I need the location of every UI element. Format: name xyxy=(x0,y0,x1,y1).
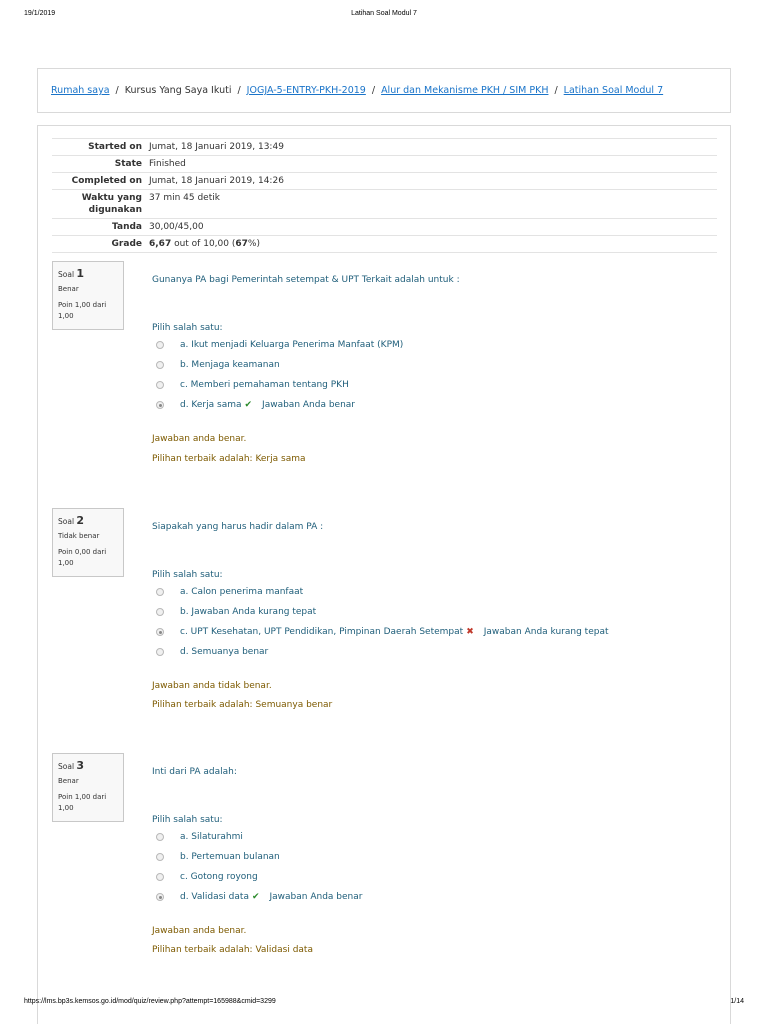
summary-row-started xyxy=(52,139,717,156)
answer-prompt: Pilih salah satu: xyxy=(152,570,223,580)
radio-button[interactable] xyxy=(156,361,164,369)
question-number-value: 2 xyxy=(76,514,85,527)
print-footer xyxy=(24,998,744,1010)
radio-button[interactable] xyxy=(156,853,164,861)
question-grade: Poin 0,00 dari 1,00 xyxy=(58,548,107,567)
answer-prompt: Pilih salah satu: xyxy=(152,815,223,825)
breadcrumb-quiz-link[interactable]: Latihan Soal Modul 7 xyxy=(563,85,664,96)
answer-label: a. Silaturahmi xyxy=(180,832,243,842)
question-text: Inti dari PA adalah: xyxy=(152,767,237,777)
answer-option[interactable] xyxy=(156,378,403,398)
summary-row-state xyxy=(52,156,717,173)
print-title: Latihan Soal Modul 7 xyxy=(351,10,417,17)
breadcrumb-separator: / xyxy=(371,85,376,96)
breadcrumb-separator: / xyxy=(237,85,241,96)
inline-feedback: Jawaban Anda kurang tepat xyxy=(483,627,609,637)
question-number-label: Soal xyxy=(58,762,75,771)
question-state: Benar xyxy=(58,285,79,293)
breadcrumb-courses: Kursus Yang Saya Ikuti xyxy=(124,85,232,96)
breadcrumb-course-link[interactable]: JOGJA-5-ENTRY-PKH-2019 xyxy=(246,85,366,96)
radio-button-checked[interactable] xyxy=(156,893,164,901)
question-number-value: 3 xyxy=(76,759,85,772)
answer-label: b. Jawaban Anda kurang tepat xyxy=(180,607,317,617)
summary-label: Waktu yang digunakan xyxy=(81,193,142,215)
answer-option[interactable] xyxy=(156,870,362,890)
question-info xyxy=(52,261,124,330)
radio-button-checked[interactable] xyxy=(156,628,164,636)
summary-value: Jumat, 18 Januari 2019, 14:26 xyxy=(149,176,284,186)
question-info xyxy=(52,508,124,577)
general-feedback: Jawaban anda benar. xyxy=(152,434,247,444)
general-feedback: Jawaban anda benar. xyxy=(152,926,247,936)
summary-label: Grade xyxy=(111,239,142,249)
summary-value xyxy=(149,236,717,253)
right-answer: Pilihan terbaik adalah: Semuanya benar xyxy=(152,700,333,710)
radio-button[interactable] xyxy=(156,608,164,616)
question-number-label: Soal xyxy=(58,517,75,526)
radio-button[interactable] xyxy=(156,833,164,841)
answer-option[interactable] xyxy=(156,338,403,358)
print-url: https://lms.bp3s.kemsos.go.id/mod/quiz/review.php?attempt=165988&cmid=3299 xyxy=(24,998,276,1005)
print-header xyxy=(24,10,744,24)
summary-value: 37 min 45 detik xyxy=(149,193,220,203)
general-feedback: Jawaban anda tidak benar. xyxy=(152,681,272,691)
answer-label: c. Memberi pemahaman tentang PKH xyxy=(180,380,349,390)
answer-label: d. Kerja sama xyxy=(180,400,242,410)
breadcrumb-home-link[interactable]: Rumah saya xyxy=(51,85,110,96)
summary-label: Started on xyxy=(88,142,142,152)
answer-option-selected[interactable] xyxy=(156,625,609,645)
answer-option[interactable] xyxy=(156,850,362,870)
summary-label: State xyxy=(114,159,142,169)
question-info xyxy=(52,753,124,822)
answer-label: c. Gotong royong xyxy=(180,872,258,882)
question-text: Gunanya PA bagi Pemerintah setempat & UPT Terkait adalah untuk : xyxy=(152,275,460,285)
grade-percent: 67 xyxy=(235,239,248,249)
summary-value: 30,00/45,00 xyxy=(149,222,204,232)
breadcrumb-separator: / xyxy=(115,85,119,96)
answer-option[interactable] xyxy=(156,605,609,625)
breadcrumb-section-link[interactable]: Alur dan Mekanisme PKH / SIM PKH xyxy=(381,85,549,96)
check-icon: ✔ xyxy=(251,892,260,902)
radio-button[interactable] xyxy=(156,873,164,881)
quiz-review-panel xyxy=(37,125,731,1024)
right-answer: Pilihan terbaik adalah: Kerja sama xyxy=(152,454,306,464)
answer-list xyxy=(156,830,362,910)
answer-label: a. Calon penerima manfaat xyxy=(180,587,304,597)
grade-text: out of 10,00 ( xyxy=(171,239,236,249)
answer-option-selected[interactable] xyxy=(156,398,403,418)
inline-feedback: Jawaban Anda benar xyxy=(269,892,363,902)
check-icon: ✔ xyxy=(244,400,253,410)
answer-label: b. Menjaga keamanan xyxy=(180,360,280,370)
question-number xyxy=(58,514,118,527)
question-text: Siapakah yang harus hadir dalam PA : xyxy=(152,522,324,532)
radio-button-checked[interactable] xyxy=(156,401,164,409)
grade-text-end: %) xyxy=(247,239,260,249)
question-state: Benar xyxy=(58,777,79,785)
question-number xyxy=(58,267,118,280)
summary-row-grade xyxy=(52,236,717,253)
radio-button[interactable] xyxy=(156,588,164,596)
question-state: Tidak benar xyxy=(58,532,100,540)
answer-option[interactable] xyxy=(156,358,403,378)
question-number-value: 1 xyxy=(76,267,85,280)
summary-row-time xyxy=(52,190,717,219)
answer-label: d. Semuanya benar xyxy=(180,647,269,657)
question-number-label: Soal xyxy=(58,270,75,279)
answer-label: c. UPT Kesehatan, UPT Pendidikan, Pimpinan Daerah Setempat xyxy=(180,627,464,637)
answer-option[interactable] xyxy=(156,830,362,850)
answer-list xyxy=(156,338,403,418)
answer-prompt: Pilih salah satu: xyxy=(152,323,223,333)
answer-label: a. Ikut menjadi Keluarga Penerima Manfaat (KPM) xyxy=(180,340,404,350)
answer-option[interactable] xyxy=(156,585,609,605)
grade-score: 6,67 xyxy=(149,239,172,249)
inline-feedback: Jawaban Anda benar xyxy=(262,400,356,410)
answer-option-selected[interactable] xyxy=(156,890,362,910)
right-answer: Pilihan terbaik adalah: Validasi data xyxy=(152,945,313,955)
summary-row-marks xyxy=(52,219,717,236)
radio-button[interactable] xyxy=(156,381,164,389)
summary-value: Jumat, 18 Januari 2019, 13:49 xyxy=(149,142,284,152)
question-grade: Poin 1,00 dari 1,00 xyxy=(58,301,107,320)
answer-label: d. Validasi data xyxy=(180,892,249,902)
answer-list xyxy=(156,585,609,665)
cross-icon: ✖ xyxy=(466,627,474,637)
summary-label: Tanda xyxy=(112,222,142,232)
breadcrumb-separator: / xyxy=(554,85,558,96)
radio-button[interactable] xyxy=(156,648,164,656)
radio-button[interactable] xyxy=(156,341,164,349)
question-number xyxy=(58,759,118,772)
attempt-summary-table xyxy=(52,138,717,253)
summary-value: Finished xyxy=(149,159,186,169)
summary-row-completed xyxy=(52,173,717,190)
print-date: 19/1/2019 xyxy=(24,10,56,17)
summary-label: Completed on xyxy=(71,176,142,186)
answer-option[interactable] xyxy=(156,645,609,665)
answer-label: b. Pertemuan bulanan xyxy=(180,852,280,862)
print-page-number: 1/14 xyxy=(730,998,744,1005)
breadcrumb xyxy=(37,68,731,113)
question-grade: Poin 1,00 dari 1,00 xyxy=(58,793,107,812)
